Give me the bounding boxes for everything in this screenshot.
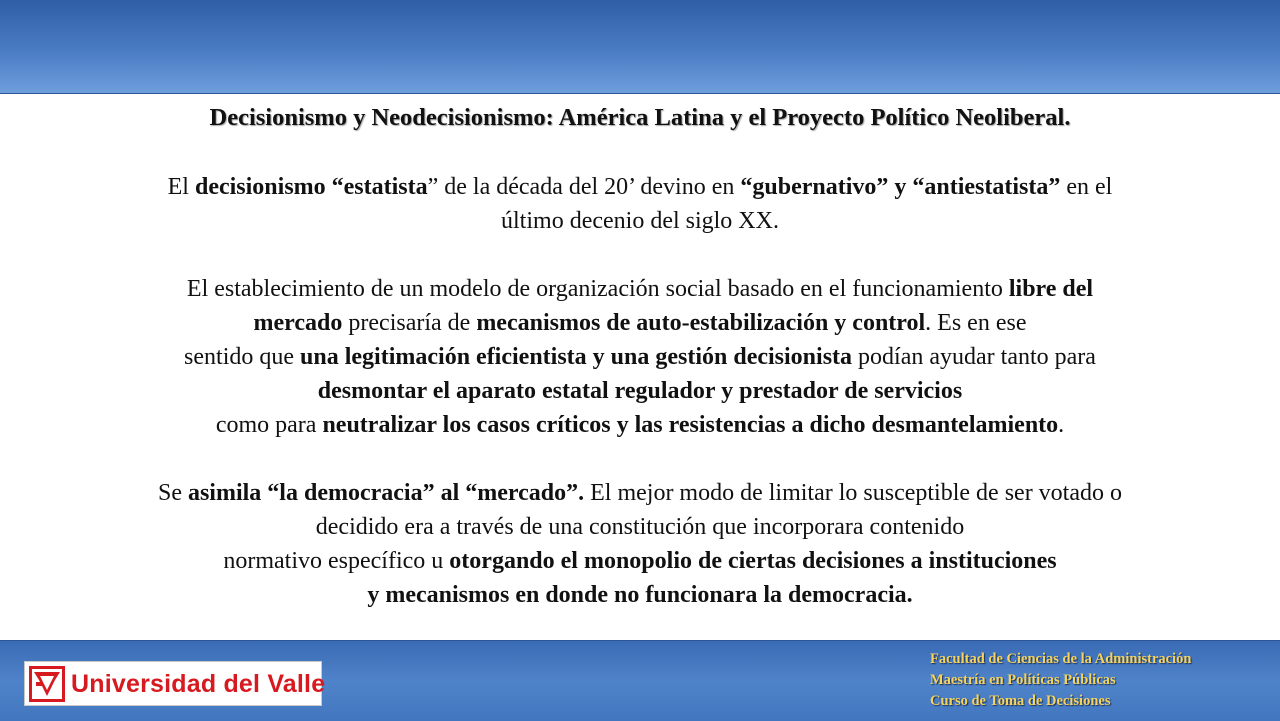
emphasis-text: desmontar el aparato estatal regulador y prestador de servicios [317,378,963,404]
faculty-name: Facultad de Ciencias de la Administración [930,651,1192,667]
spacer [0,136,1280,170]
emphasis-text: “gubernativo” y “antiestatista” [740,174,1061,200]
slide-title: Decisionismo y Neodecisionismo: América Latina y el Proyecto Político Neoliberal. [209,104,1071,131]
emphasis-text: asimila “la democracia” al “mercado”. [187,480,585,506]
text-line [6,306,1274,340]
emphasis-text: decisionismo “estatista [194,174,428,200]
text-line [6,374,1274,408]
body-text: último decenio del siglo XX. [501,208,779,234]
text-line [6,340,1274,374]
paragraph-3 [0,476,1280,612]
emphasis-text: mecanismos de auto-estabilización y control [476,310,926,336]
emphasis-text: libre del [1008,276,1094,302]
course-name: Curso de Toma de Decisiones [930,693,1111,709]
body-text: normativo específico u [223,548,450,574]
program-name: Maestría en Políticas Públicas [930,672,1116,688]
text-line [6,170,1274,204]
body-text: . [1058,412,1065,438]
emphasis-text: una legitimación eficientista y una gestión decisionista [300,344,853,370]
body-text: ” de la década del 20’ devino en [427,174,741,200]
footer-bar [0,640,1280,721]
emphasis-text: otorgando el monopolio de ciertas decisiones a instituciones [449,548,1057,574]
body-text: decidido era a través de una constitución que incorporara contenido [315,514,965,540]
body-text: El establecimiento de un modelo de organización social basado en el funcionamiento [186,276,1009,302]
slide-content [0,100,1280,612]
body-text: . Es en ese [925,310,1027,336]
body-text: sentido que [184,344,301,370]
univalle-logo-icon [29,666,65,702]
text-line [6,578,1274,612]
paragraph-1 [0,170,1280,238]
spacer [0,238,1280,272]
body-text: como para [215,412,323,438]
university-name: Universidad del Valle [71,670,326,698]
body-text: en el [1060,174,1113,200]
body-text: El [167,174,195,200]
emphasis-text: mercado [253,310,343,336]
emphasis-text: neutralizar los casos críticos y las resistencias a dicho desmantelamiento [322,412,1059,438]
faculty-info [930,649,1275,712]
header-bar [0,0,1280,94]
body-text: El mejor modo de limitar lo susceptible de ser votado o [584,480,1123,506]
body-text: podían ayudar tanto para [852,344,1096,370]
university-logo [24,661,326,706]
text-line [6,476,1274,510]
text-line [6,510,1274,544]
body-text: precisaría de [342,310,477,336]
body-text: Se [157,480,188,506]
emphasis-text: y mecanismos en donde no funcionara la democracia. [367,582,913,608]
text-line [6,272,1274,306]
paragraph-2 [0,272,1280,442]
text-line [6,408,1274,442]
text-line [6,544,1274,578]
text-line [6,204,1274,238]
spacer [0,442,1280,476]
